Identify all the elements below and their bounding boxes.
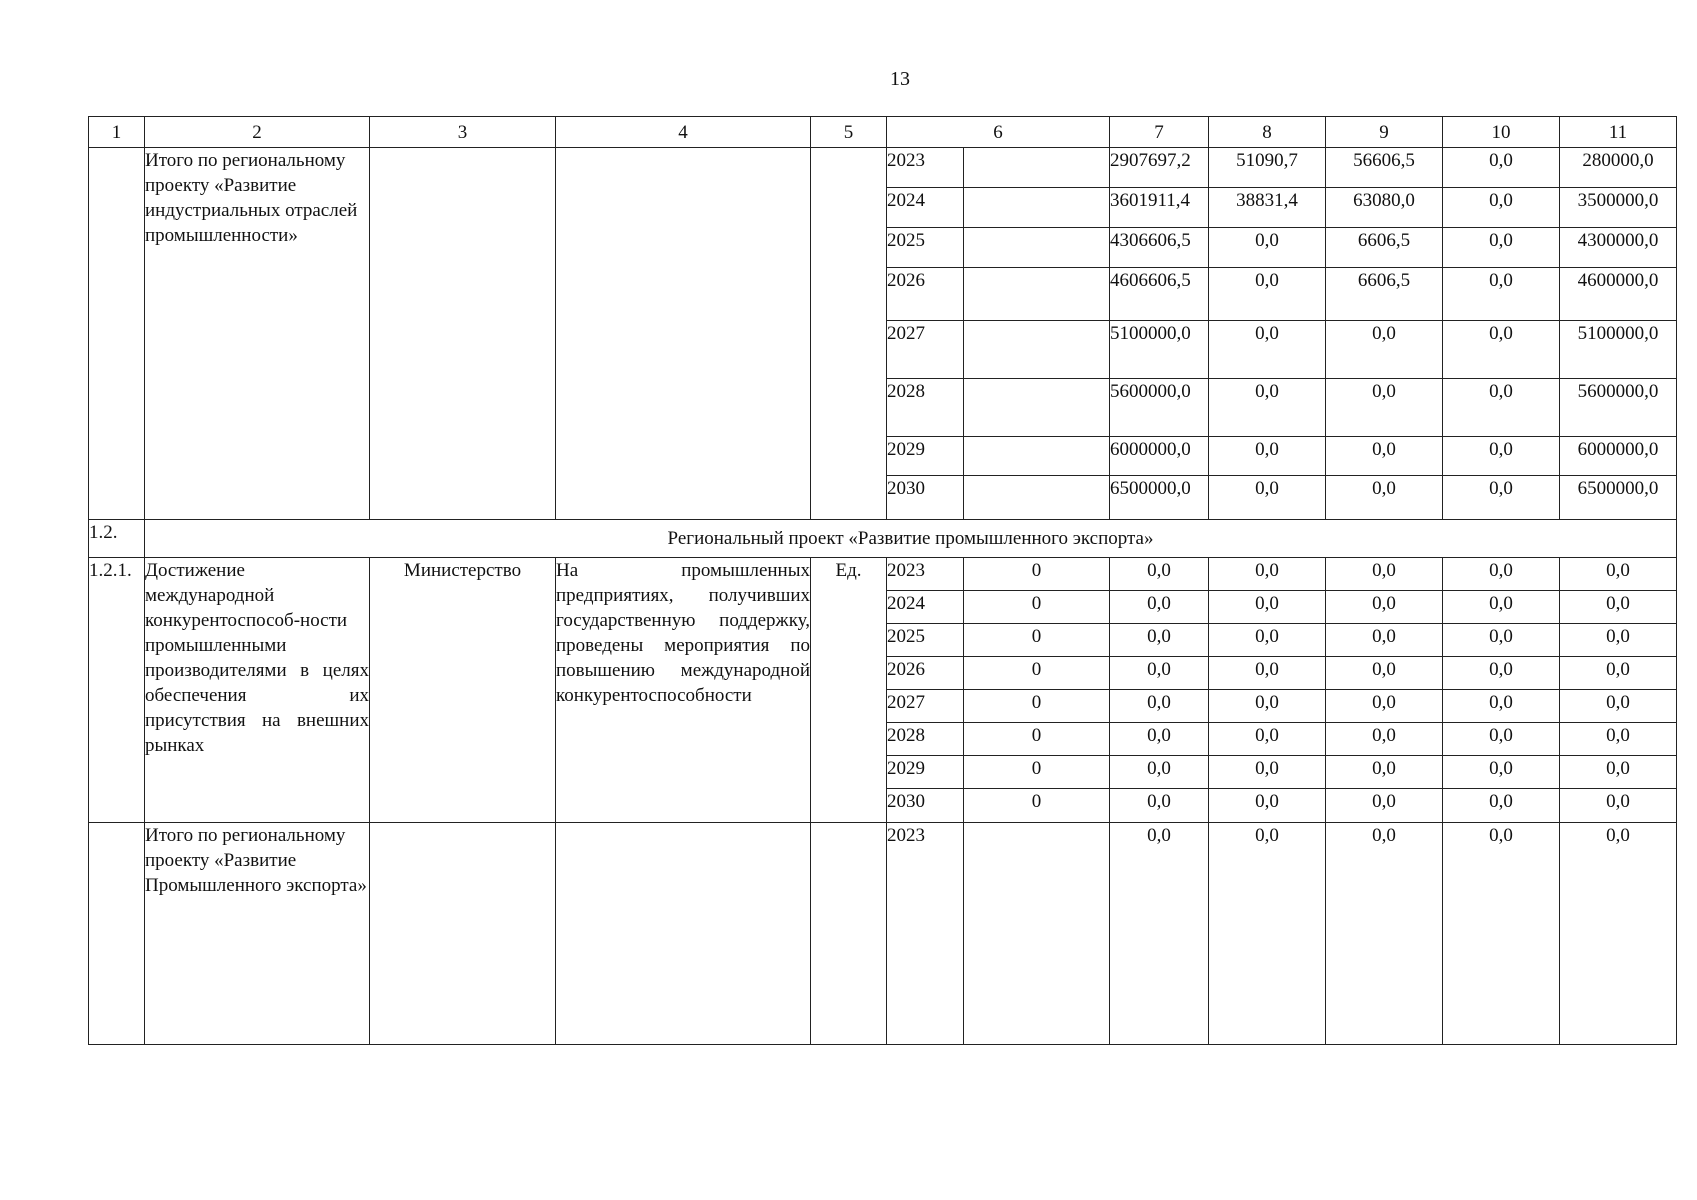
amount-cell: 0,0 <box>1443 148 1560 188</box>
target-cell: 0 <box>964 558 1110 591</box>
amount-cell: 0,0 <box>1326 591 1443 624</box>
target-cell: 0 <box>964 756 1110 789</box>
amount-cell: 0,0 <box>1560 657 1677 690</box>
total-amount-cell: 5600000,0 <box>1110 379 1209 437</box>
amount-cell: 0,0 <box>1110 756 1209 789</box>
year-cell: 2030 <box>887 476 964 520</box>
column-number-row <box>89 117 1677 148</box>
target-cell: 0 <box>964 723 1110 756</box>
amount-cell: 56606,5 <box>1326 148 1443 188</box>
header-cell: 3 <box>370 117 556 148</box>
executor-cell: Министерство <box>370 558 556 823</box>
amount-cell: 6000000,0 <box>1560 437 1677 476</box>
amount-cell: 0,0 <box>1443 756 1560 789</box>
amount-cell: 0,0 <box>1209 591 1326 624</box>
amount-cell: 0,0 <box>1209 321 1326 379</box>
amount-cell: 0,0 <box>1443 476 1560 520</box>
amount-cell: 4600000,0 <box>1560 268 1677 321</box>
table-row <box>89 148 1677 188</box>
section-row <box>89 520 1677 558</box>
amount-cell: 0,0 <box>1560 624 1677 657</box>
table-row <box>89 558 1677 591</box>
amount-cell: 0,0 <box>1326 558 1443 591</box>
amount-cell: 0,0 <box>1110 591 1209 624</box>
amount-cell: 0,0 <box>1443 723 1560 756</box>
amount-cell: 0,0 <box>1209 657 1326 690</box>
amount-cell: 0,0 <box>1209 624 1326 657</box>
amount-cell: 6606,5 <box>1326 228 1443 268</box>
amount-cell: 0,0 <box>1326 624 1443 657</box>
row-number-cell <box>89 823 145 1045</box>
amount-cell: 0,0 <box>1326 379 1443 437</box>
total-amount-cell: 6000000,0 <box>1110 437 1209 476</box>
item-name: Достижение международной конкурентоспособ-ности промышленными производителями в целях обеспечения их присутствия на внешних рынках <box>145 558 370 823</box>
amount-cell: 0,0 <box>1443 591 1560 624</box>
target-cell <box>964 321 1110 379</box>
amount-cell: 0,0 <box>1443 379 1560 437</box>
total-amount-cell: 6500000,0 <box>1110 476 1209 520</box>
amount-cell: 0,0 <box>1443 321 1560 379</box>
amount-cell: 0,0 <box>1110 558 1209 591</box>
year-cell: 2023 <box>887 148 964 188</box>
amount-cell: 0,0 <box>1326 690 1443 723</box>
amount-cell: 6606,5 <box>1326 268 1443 321</box>
amount-cell: 0,0 <box>1209 756 1326 789</box>
indicator-cell <box>556 823 811 1045</box>
amount-cell: 0,0 <box>1443 789 1560 823</box>
row-number-cell <box>89 148 145 520</box>
amount-cell: 0,0 <box>1209 437 1326 476</box>
unit-cell: Ед. <box>811 558 887 823</box>
target-cell <box>964 148 1110 188</box>
section-code: 1.2. <box>89 520 145 558</box>
amount-cell: 0,0 <box>1326 823 1443 1045</box>
year-cell: 2026 <box>887 268 964 321</box>
amount-cell: 280000,0 <box>1560 148 1677 188</box>
amount-cell: 0,0 <box>1560 690 1677 723</box>
page-number: 13 <box>890 68 910 90</box>
amount-cell: 0,0 <box>1560 756 1677 789</box>
total-label: Итого по региональному проекту «Развитие индустриальных отраслей промышленности» <box>145 148 370 520</box>
header-cell: 11 <box>1560 117 1677 148</box>
amount-cell: 0,0 <box>1443 228 1560 268</box>
budget-table <box>88 116 1677 1045</box>
amount-cell: 0,0 <box>1110 690 1209 723</box>
amount-cell: 0,0 <box>1326 723 1443 756</box>
header-cell: 5 <box>811 117 887 148</box>
year-cell: 2024 <box>887 188 964 228</box>
amount-cell: 0,0 <box>1209 690 1326 723</box>
amount-cell: 63080,0 <box>1326 188 1443 228</box>
amount-cell: 0,0 <box>1443 823 1560 1045</box>
amount-cell: 0,0 <box>1443 624 1560 657</box>
target-cell <box>964 823 1110 1045</box>
amount-cell: 0,0 <box>1326 756 1443 789</box>
amount-cell: 0,0 <box>1326 437 1443 476</box>
target-cell <box>964 379 1110 437</box>
header-cell: 4 <box>556 117 811 148</box>
year-cell: 2029 <box>887 756 964 789</box>
amount-cell: 0,0 <box>1209 789 1326 823</box>
section-title: Региональный проект «Развитие промышленного экспорта» <box>145 520 1677 558</box>
amount-cell: 0,0 <box>1326 476 1443 520</box>
amount-cell: 0,0 <box>1110 657 1209 690</box>
year-cell: 2026 <box>887 657 964 690</box>
target-cell: 0 <box>964 789 1110 823</box>
amount-cell: 51090,7 <box>1209 148 1326 188</box>
target-cell: 0 <box>964 657 1110 690</box>
amount-cell: 0,0 <box>1110 723 1209 756</box>
amount-cell: 0,0 <box>1326 321 1443 379</box>
amount-cell: 0,0 <box>1209 558 1326 591</box>
total-label: Итого по региональному проекту «Развитие Промышленного экспорта» <box>145 823 370 1045</box>
amount-cell: 0,0 <box>1209 379 1326 437</box>
amount-cell: 0,0 <box>1443 690 1560 723</box>
amount-cell: 0,0 <box>1443 657 1560 690</box>
indicator-cell: На промышленных предприятиях, получивших государственную поддержку, проведены мероприятия по повышению международной конкурентоспособности <box>556 558 811 823</box>
target-cell <box>964 188 1110 228</box>
header-cell: 10 <box>1443 117 1560 148</box>
header-cell: 1 <box>89 117 145 148</box>
amount-cell: 0,0 <box>1209 228 1326 268</box>
year-cell: 2029 <box>887 437 964 476</box>
target-cell: 0 <box>964 690 1110 723</box>
table-row <box>89 823 1677 1045</box>
amount-cell: 38831,4 <box>1209 188 1326 228</box>
target-cell <box>964 228 1110 268</box>
amount-cell: 5600000,0 <box>1560 379 1677 437</box>
year-cell: 2023 <box>887 823 964 1045</box>
target-cell: 0 <box>964 624 1110 657</box>
amount-cell: 0,0 <box>1209 823 1326 1045</box>
amount-cell: 0,0 <box>1209 723 1326 756</box>
amount-cell: 0,0 <box>1443 188 1560 228</box>
amount-cell: 0,0 <box>1443 268 1560 321</box>
unit-cell <box>811 823 887 1045</box>
amount-cell: 0,0 <box>1110 789 1209 823</box>
total-amount-cell: 3601911,4 <box>1110 188 1209 228</box>
header-cell: 8 <box>1209 117 1326 148</box>
target-cell <box>964 437 1110 476</box>
target-cell <box>964 268 1110 321</box>
year-cell: 2028 <box>887 379 964 437</box>
year-cell: 2024 <box>887 591 964 624</box>
amount-cell: 0,0 <box>1443 437 1560 476</box>
indicator-cell <box>556 148 811 520</box>
item-code: 1.2.1. <box>89 558 145 823</box>
amount-cell: 0,0 <box>1110 823 1209 1045</box>
amount-cell: 0,0 <box>1560 789 1677 823</box>
year-cell: 2025 <box>887 228 964 268</box>
amount-cell: 0,0 <box>1209 476 1326 520</box>
executor-cell <box>370 823 556 1045</box>
total-amount-cell: 4306606,5 <box>1110 228 1209 268</box>
target-cell <box>964 476 1110 520</box>
target-cell: 0 <box>964 591 1110 624</box>
amount-cell: 0,0 <box>1560 823 1677 1045</box>
header-cell: 7 <box>1110 117 1209 148</box>
year-cell: 2027 <box>887 690 964 723</box>
amount-cell: 6500000,0 <box>1560 476 1677 520</box>
amount-cell: 4300000,0 <box>1560 228 1677 268</box>
unit-cell <box>811 148 887 520</box>
year-cell: 2028 <box>887 723 964 756</box>
header-cell: 6 <box>887 117 1110 148</box>
amount-cell: 0,0 <box>1326 789 1443 823</box>
amount-cell: 5100000,0 <box>1560 321 1677 379</box>
year-cell: 2023 <box>887 558 964 591</box>
amount-cell: 0,0 <box>1560 591 1677 624</box>
executor-cell <box>370 148 556 520</box>
header-cell: 2 <box>145 117 370 148</box>
year-cell: 2030 <box>887 789 964 823</box>
amount-cell: 0,0 <box>1443 558 1560 591</box>
total-amount-cell: 4606606,5 <box>1110 268 1209 321</box>
amount-cell: 0,0 <box>1209 268 1326 321</box>
header-cell: 9 <box>1326 117 1443 148</box>
total-amount-cell: 2907697,2 <box>1110 148 1209 188</box>
amount-cell: 3500000,0 <box>1560 188 1677 228</box>
amount-cell: 0,0 <box>1560 723 1677 756</box>
amount-cell: 0,0 <box>1110 624 1209 657</box>
year-cell: 2027 <box>887 321 964 379</box>
total-amount-cell: 5100000,0 <box>1110 321 1209 379</box>
year-cell: 2025 <box>887 624 964 657</box>
amount-cell: 0,0 <box>1560 558 1677 591</box>
amount-cell: 0,0 <box>1326 657 1443 690</box>
